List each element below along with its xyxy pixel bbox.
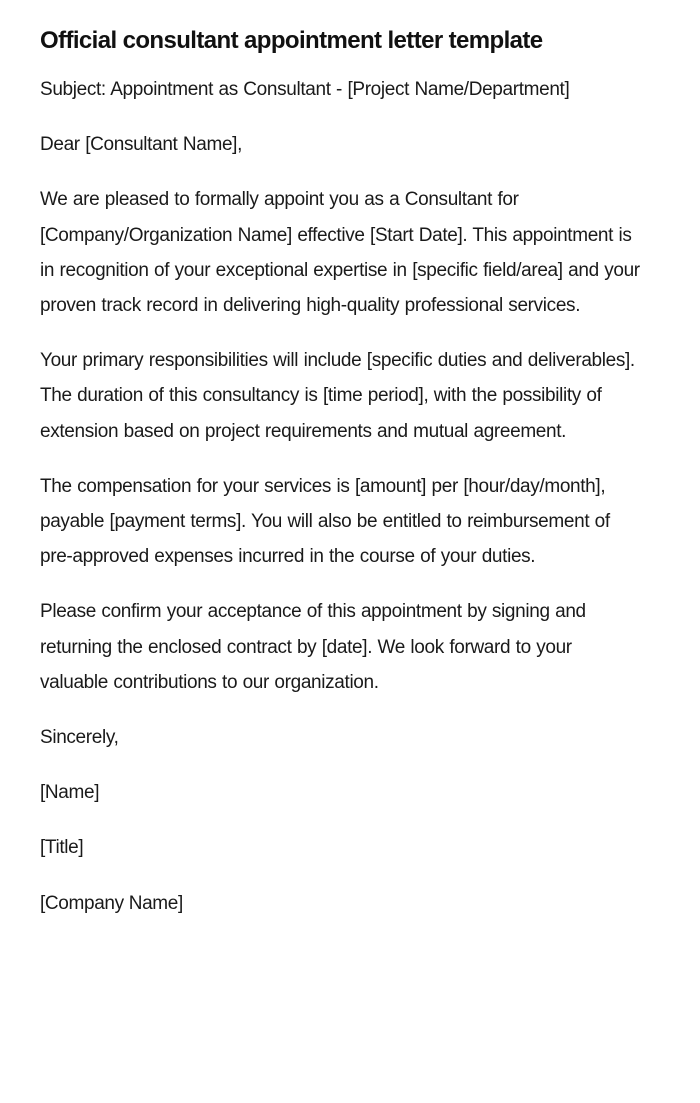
signature-title: [Title]: [40, 837, 84, 859]
paragraph-confirmation: Please confirm your acceptance of this appointment by signing and returning the enclosed contract by [date]. We look forward to your valuable contributions to our organization.: [40, 601, 586, 693]
paragraph-responsibilities: Your primary responsibilities will include [specific duties and deliverables]. The duration of this consultancy is [time period], with the possibility of extension based on project requirements and mutual agreement.: [40, 350, 635, 442]
salutation: Dear [Consultant Name],: [40, 134, 243, 156]
paragraph-appointment: We are pleased to formally appoint you as a Consultant for [Company/Organization Name] effective [Start Date]. This appointment is in recognition of your exceptional expertise in [specific field/area] and your proven track record in delivering high-quality professional services.: [40, 189, 640, 317]
signature-name: [Name]: [40, 782, 100, 804]
closing: Sincerely,: [40, 727, 119, 749]
paragraph-compensation: The compensation for your services is [amount] per [hour/day/month], payable [payment terms]. You will also be entitled to reimbursement of pre-approved expenses incurred in the course of your duties.: [40, 475, 610, 568]
document-title: Official consultant appointment letter template: [40, 27, 543, 54]
letter-document: [40, 22, 644, 941]
subject-line: Subject: Appointment as Consultant - [Project Name/Department]: [40, 79, 570, 100]
signature-company: [Company Name]: [40, 892, 183, 914]
